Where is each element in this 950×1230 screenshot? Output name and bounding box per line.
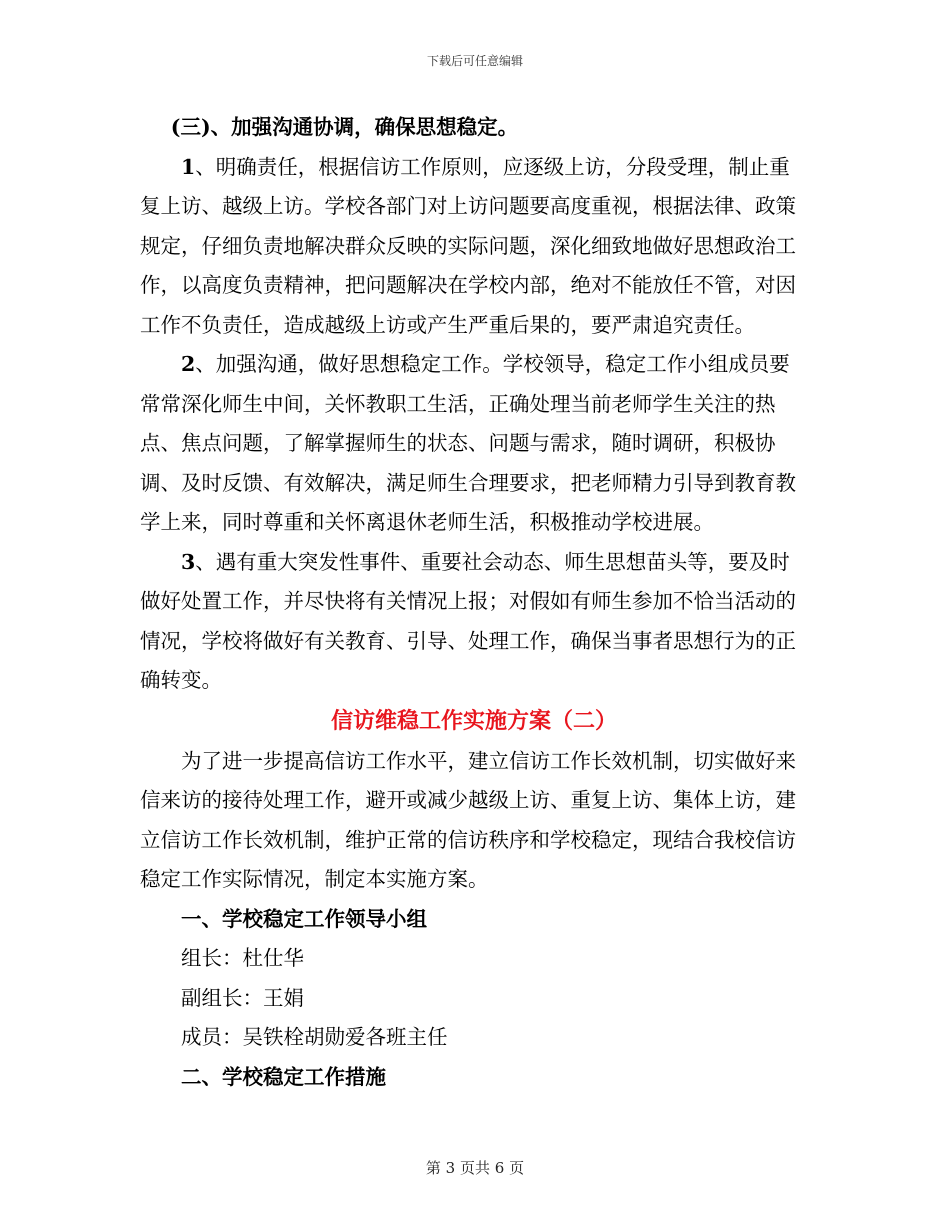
paragraph-3-text: 、遇有重大突发性事件、重要社会动态、师生思想苗头等，要及时做好处置工作，并尽快将有关情况上报；对假如有师生参加不恰当活动的情况，学校将做好有关教育、引导、处理工作，确保当事者思想行为的正确转变。 [140,549,796,692]
document-title: 信访维稳工作实施方案（二） [330,707,617,734]
paragraph-1-number: 1 [181,154,196,179]
paragraph-2 [140,345,808,543]
members-line: 成员：吴铁栓胡勋爱各班主任 [181,1025,448,1049]
paragraph-2-text: 、加强沟通，做好思想稳定工作。学校领导，稳定工作小组成员要常常深化师生中间，关怀教职工生活，正确处理当前老师学生关注的热点、焦点问题，了解掌握师生的状态、问题与需求，随时调研，积极协调、及时反馈、有效解决，满足师生合理要求，把老师精力引导到教育教学上来，同时尊重和关怀离退休老师生活，积极推动学校进展。 [140,352,796,534]
page-header: 下载后可任意编辑 [426,54,523,68]
paragraph-3-number: 3 [181,549,196,574]
section-2-title: 二、学校稳定工作措施 [181,1064,386,1089]
paragraph-2-number: 2 [181,352,196,376]
leader-line: 组长：杜仕华 [181,946,304,970]
deputy-line: 副组长：王娟 [181,985,304,1010]
section-1-title: 一、学校稳定工作领导小组 [181,906,427,931]
subsection-title: (三)、加强沟通协调，确保思想稳定。 [170,115,519,139]
intro-paragraph: 为了进一步提高信访工作水平，建立信访工作长效机制，切实做好来信来访的接待处理工作，避开或减少越级上访、重复上访、集体上访，建立信访工作长效机制，维护正常的信访秩序和学校稳定，现结合我校信访稳定工作实际情况，制定本实施方案。 [140,748,796,891]
page-footer: 第 3 页共 6 页 [425,1159,525,1177]
paragraph-1-text: 、明确责任，根据信访工作原则，应逐级上访，分段受理，制止重复上访、越级上访。学校各部门对上访问题要高度重视，根据法律、政策规定，仔细负责地解决群众反映的实际问题，深化细致地做好思想政治工作，以高度负责精神，把问题解决在学校内部，绝对不能放任不管，对因工作不负责任，造成越级上访或产生严重后果的，要严肃追究责任。 [140,154,796,337]
document-body [140,108,808,1097]
paragraph-1 [140,148,808,346]
paragraph-3 [140,543,808,701]
